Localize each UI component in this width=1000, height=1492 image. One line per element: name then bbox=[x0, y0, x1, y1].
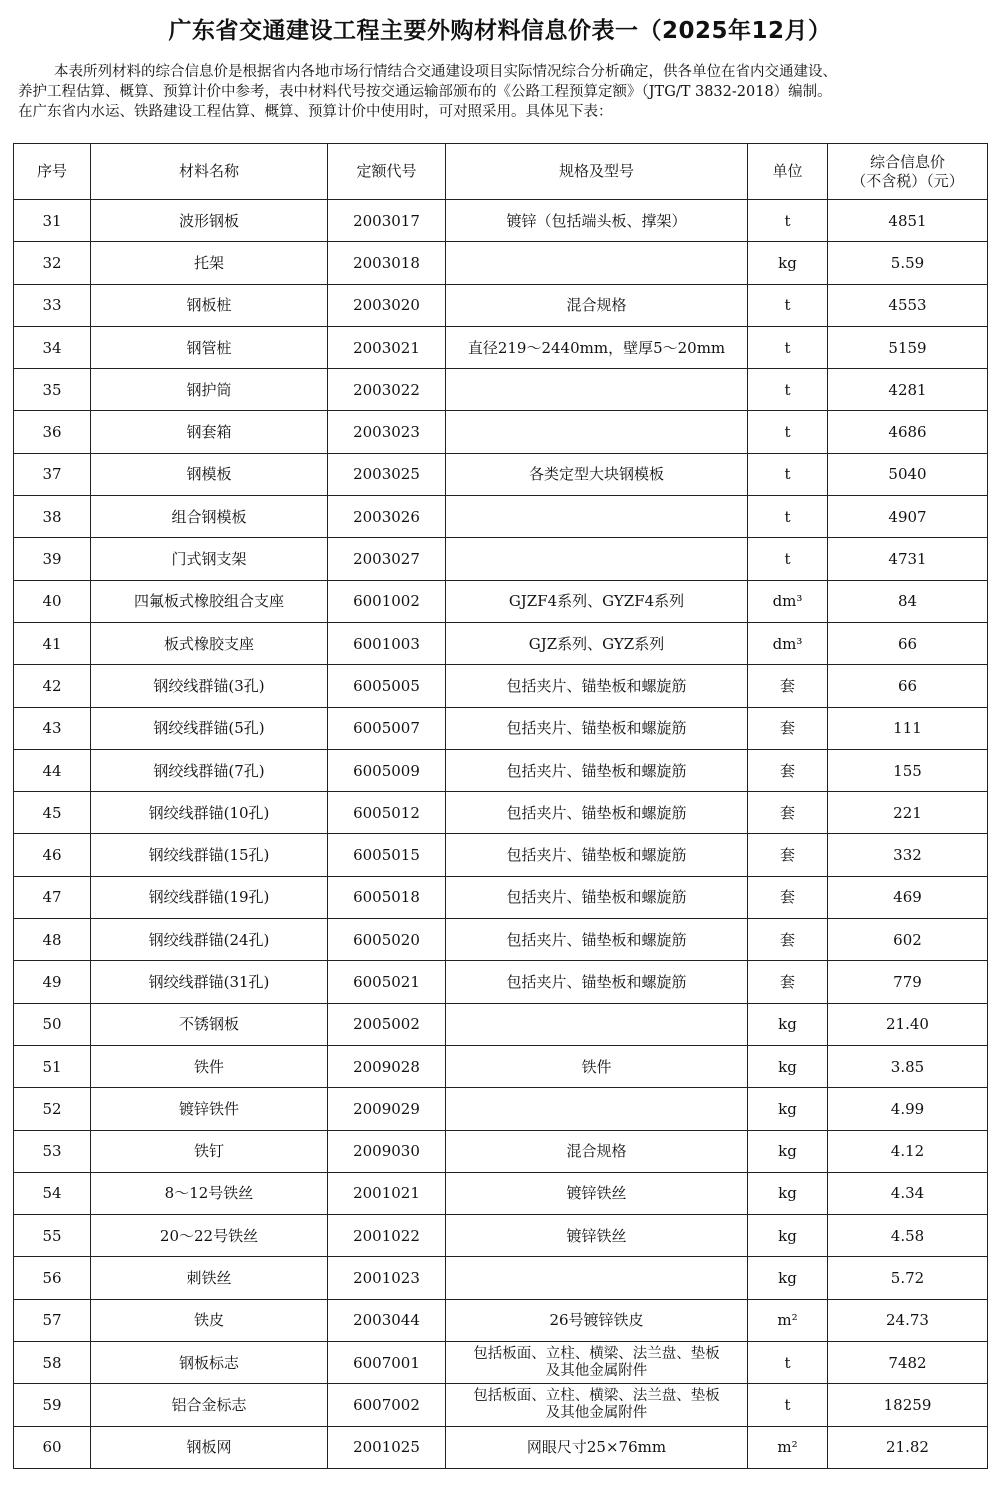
cell-name: 镀锌铁件 bbox=[91, 1088, 328, 1130]
cell-name: 钢模板 bbox=[91, 453, 328, 495]
table-body bbox=[14, 200, 988, 1469]
cell-spec bbox=[446, 496, 748, 538]
cell-unit: 套 bbox=[748, 919, 828, 961]
table-row bbox=[14, 200, 988, 242]
cell-name: 8～12号铁丝 bbox=[91, 1172, 328, 1214]
cell-spec: 镀锌（包括端头板、撑架） bbox=[446, 200, 748, 242]
cell-code: 2001023 bbox=[328, 1257, 446, 1299]
cell-spec: 网眼尺寸25×76mm bbox=[446, 1426, 748, 1468]
cell-spec bbox=[446, 1003, 748, 1045]
cell-no: 43 bbox=[14, 707, 91, 749]
cell-no: 47 bbox=[14, 876, 91, 918]
cell-unit: 套 bbox=[748, 665, 828, 707]
cell-price: 4.99 bbox=[828, 1088, 988, 1130]
table-header bbox=[14, 144, 988, 200]
cell-unit: t bbox=[748, 284, 828, 326]
cell-name: 铁钉 bbox=[91, 1130, 328, 1172]
cell-no: 56 bbox=[14, 1257, 91, 1299]
cell-code: 2001022 bbox=[328, 1215, 446, 1257]
cell-no: 40 bbox=[14, 580, 91, 622]
cell-code: 6005005 bbox=[328, 665, 446, 707]
cell-price: 4.12 bbox=[828, 1130, 988, 1172]
cell-spec-line-2: 及其他金属附件 bbox=[545, 1404, 648, 1421]
cell-price: 66 bbox=[828, 665, 988, 707]
cell-no: 32 bbox=[14, 242, 91, 284]
header-unit: 单位 bbox=[748, 144, 828, 200]
table-row bbox=[14, 538, 988, 580]
cell-price: 4851 bbox=[828, 200, 988, 242]
cell-spec bbox=[446, 369, 748, 411]
cell-code: 2003018 bbox=[328, 242, 446, 284]
cell-name: 钢管桩 bbox=[91, 326, 328, 368]
cell-spec: 包括夹片、锚垫板和螺旋筋 bbox=[446, 919, 748, 961]
cell-price: 332 bbox=[828, 834, 988, 876]
price-table bbox=[13, 143, 988, 1469]
cell-code: 2009030 bbox=[328, 1130, 446, 1172]
cell-no: 51 bbox=[14, 1045, 91, 1087]
cell-code: 6005012 bbox=[328, 792, 446, 834]
cell-no: 57 bbox=[14, 1299, 91, 1341]
cell-name: 钢绞线群锚(31孔) bbox=[91, 961, 328, 1003]
table-row bbox=[14, 496, 988, 538]
cell-no: 37 bbox=[14, 453, 91, 495]
header-row bbox=[14, 144, 988, 200]
table-row bbox=[14, 1342, 988, 1384]
cell-price: 4731 bbox=[828, 538, 988, 580]
cell-no: 48 bbox=[14, 919, 91, 961]
cell-spec bbox=[446, 1257, 748, 1299]
cell-price: 4907 bbox=[828, 496, 988, 538]
cell-name: 钢护筒 bbox=[91, 369, 328, 411]
cell-name: 铁皮 bbox=[91, 1299, 328, 1341]
cell-price: 66 bbox=[828, 622, 988, 664]
table-row bbox=[14, 242, 988, 284]
cell-spec: 包括夹片、锚垫板和螺旋筋 bbox=[446, 876, 748, 918]
cell-spec: GJZF4系列、GYZF4系列 bbox=[446, 580, 748, 622]
cell-unit: t bbox=[748, 538, 828, 580]
cell-code: 2009028 bbox=[328, 1045, 446, 1087]
cell-spec: 各类定型大块钢模板 bbox=[446, 453, 748, 495]
cell-code: 6007001 bbox=[328, 1342, 446, 1384]
cell-spec bbox=[446, 1384, 748, 1426]
cell-unit: kg bbox=[748, 1045, 828, 1087]
cell-name: 钢绞线群锚(15孔) bbox=[91, 834, 328, 876]
cell-name: 组合钢模板 bbox=[91, 496, 328, 538]
intro-line-3: 在广东省内水运、铁路建设工程估算、概算、预算计价中使用时，可对照采用。具体见下表： bbox=[18, 104, 613, 120]
cell-spec: 混合规格 bbox=[446, 284, 748, 326]
cell-unit: 套 bbox=[748, 876, 828, 918]
cell-price: 21.82 bbox=[828, 1426, 988, 1468]
cell-name: 刺铁丝 bbox=[91, 1257, 328, 1299]
cell-code: 6001002 bbox=[328, 580, 446, 622]
table-row bbox=[14, 1384, 988, 1426]
cell-spec: 镀锌铁丝 bbox=[446, 1215, 748, 1257]
cell-name: 波形钢板 bbox=[91, 200, 328, 242]
cell-code: 6007002 bbox=[328, 1384, 446, 1426]
cell-code: 2003044 bbox=[328, 1299, 446, 1341]
cell-price: 4.34 bbox=[828, 1172, 988, 1214]
cell-no: 35 bbox=[14, 369, 91, 411]
table-row bbox=[14, 665, 988, 707]
header-price bbox=[828, 144, 988, 200]
cell-price: 5.59 bbox=[828, 242, 988, 284]
table-row bbox=[14, 961, 988, 1003]
cell-code: 6005009 bbox=[328, 749, 446, 791]
cell-price: 3.85 bbox=[828, 1045, 988, 1087]
header-no: 序号 bbox=[14, 144, 91, 200]
cell-no: 45 bbox=[14, 792, 91, 834]
cell-unit: m² bbox=[748, 1299, 828, 1341]
cell-name: 钢板桩 bbox=[91, 284, 328, 326]
table-row bbox=[14, 453, 988, 495]
cell-spec: 包括夹片、锚垫板和螺旋筋 bbox=[446, 665, 748, 707]
cell-spec bbox=[446, 1088, 748, 1130]
cell-spec: 包括夹片、锚垫板和螺旋筋 bbox=[446, 707, 748, 749]
cell-unit: t bbox=[748, 453, 828, 495]
cell-no: 55 bbox=[14, 1215, 91, 1257]
cell-unit: kg bbox=[748, 1003, 828, 1045]
cell-name: 20～22号铁丝 bbox=[91, 1215, 328, 1257]
cell-code: 2003017 bbox=[328, 200, 446, 242]
table-row bbox=[14, 284, 988, 326]
cell-unit: dm³ bbox=[748, 622, 828, 664]
cell-unit: kg bbox=[748, 242, 828, 284]
intro-line-1: 本表所列材料的综合信息价是根据省内各地市场行情结合交通建设项目实际情况综合分析确定，供各单位在省内交通建设、 bbox=[54, 64, 837, 80]
table-row bbox=[14, 1130, 988, 1172]
cell-code: 2003025 bbox=[328, 453, 446, 495]
cell-code: 6005018 bbox=[328, 876, 446, 918]
cell-price: 4281 bbox=[828, 369, 988, 411]
cell-spec: GJZ系列、GYZ系列 bbox=[446, 622, 748, 664]
cell-no: 60 bbox=[14, 1426, 91, 1468]
header-name: 材料名称 bbox=[91, 144, 328, 200]
cell-price: 84 bbox=[828, 580, 988, 622]
cell-name: 钢套箱 bbox=[91, 411, 328, 453]
cell-no: 58 bbox=[14, 1342, 91, 1384]
cell-code: 2003023 bbox=[328, 411, 446, 453]
cell-unit: 套 bbox=[748, 961, 828, 1003]
cell-spec bbox=[446, 1342, 748, 1384]
cell-spec: 包括夹片、锚垫板和螺旋筋 bbox=[446, 749, 748, 791]
cell-spec bbox=[446, 538, 748, 580]
cell-name: 钢绞线群锚(10孔) bbox=[91, 792, 328, 834]
cell-no: 33 bbox=[14, 284, 91, 326]
cell-no: 36 bbox=[14, 411, 91, 453]
cell-name: 不锈钢板 bbox=[91, 1003, 328, 1045]
table-row bbox=[14, 1172, 988, 1214]
cell-unit: t bbox=[748, 326, 828, 368]
cell-unit: t bbox=[748, 496, 828, 538]
intro-line-2: 养护工程估算、概算、预算计价中参考，表中材料代号按交通运输部颁布的《公路工程预算定额》（JTG/T 3832-2018）编制。 bbox=[18, 84, 832, 100]
cell-code: 6005020 bbox=[328, 919, 446, 961]
cell-price: 4553 bbox=[828, 284, 988, 326]
cell-price: 18259 bbox=[828, 1384, 988, 1426]
cell-name: 门式钢支架 bbox=[91, 538, 328, 580]
cell-price: 4.58 bbox=[828, 1215, 988, 1257]
cell-no: 44 bbox=[14, 749, 91, 791]
cell-unit: t bbox=[748, 411, 828, 453]
cell-price: 5.72 bbox=[828, 1257, 988, 1299]
cell-no: 41 bbox=[14, 622, 91, 664]
cell-price: 111 bbox=[828, 707, 988, 749]
cell-price: 221 bbox=[828, 792, 988, 834]
cell-name: 钢绞线群锚(3孔) bbox=[91, 665, 328, 707]
table-row bbox=[14, 369, 988, 411]
cell-spec: 26号镀锌铁皮 bbox=[446, 1299, 748, 1341]
cell-name: 钢板标志 bbox=[91, 1342, 328, 1384]
table-row bbox=[14, 1299, 988, 1341]
cell-no: 49 bbox=[14, 961, 91, 1003]
cell-name: 板式橡胶支座 bbox=[91, 622, 328, 664]
table-row bbox=[14, 834, 988, 876]
cell-code: 2009029 bbox=[328, 1088, 446, 1130]
cell-unit: kg bbox=[748, 1088, 828, 1130]
cell-code: 2003027 bbox=[328, 538, 446, 580]
cell-code: 2003020 bbox=[328, 284, 446, 326]
header-code: 定额代号 bbox=[328, 144, 446, 200]
cell-name: 托架 bbox=[91, 242, 328, 284]
cell-unit: 套 bbox=[748, 707, 828, 749]
cell-no: 46 bbox=[14, 834, 91, 876]
cell-no: 52 bbox=[14, 1088, 91, 1130]
cell-no: 50 bbox=[14, 1003, 91, 1045]
cell-no: 53 bbox=[14, 1130, 91, 1172]
cell-code: 2003026 bbox=[328, 496, 446, 538]
cell-no: 54 bbox=[14, 1172, 91, 1214]
table-row bbox=[14, 580, 988, 622]
cell-code: 2003021 bbox=[328, 326, 446, 368]
cell-unit: t bbox=[748, 1384, 828, 1426]
cell-spec-line-1: 包括板面、立柱、横梁、法兰盘、垫板 bbox=[473, 1345, 720, 1362]
cell-name: 钢绞线群锚(24孔) bbox=[91, 919, 328, 961]
cell-price: 4686 bbox=[828, 411, 988, 453]
cell-price: 7482 bbox=[828, 1342, 988, 1384]
cell-code: 2001021 bbox=[328, 1172, 446, 1214]
table-row bbox=[14, 1088, 988, 1130]
cell-code: 6005021 bbox=[328, 961, 446, 1003]
cell-unit: 套 bbox=[748, 749, 828, 791]
cell-no: 39 bbox=[14, 538, 91, 580]
header-price-line-1: 综合信息价 bbox=[869, 152, 945, 171]
cell-name: 钢绞线群锚(7孔) bbox=[91, 749, 328, 791]
table-row bbox=[14, 792, 988, 834]
cell-code: 2001025 bbox=[328, 1426, 446, 1468]
cell-unit: t bbox=[748, 1342, 828, 1384]
table-row bbox=[14, 411, 988, 453]
cell-spec-line-1: 包括板面、立柱、横梁、法兰盘、垫板 bbox=[473, 1387, 720, 1404]
cell-unit: m² bbox=[748, 1426, 828, 1468]
table-row bbox=[14, 876, 988, 918]
cell-no: 34 bbox=[14, 326, 91, 368]
cell-unit: 套 bbox=[748, 792, 828, 834]
cell-price: 21.40 bbox=[828, 1003, 988, 1045]
cell-no: 38 bbox=[14, 496, 91, 538]
table-row bbox=[14, 326, 988, 368]
table-row bbox=[14, 1003, 988, 1045]
cell-spec bbox=[446, 411, 748, 453]
cell-price: 155 bbox=[828, 749, 988, 791]
cell-spec: 包括夹片、锚垫板和螺旋筋 bbox=[446, 961, 748, 1003]
cell-price: 5159 bbox=[828, 326, 988, 368]
cell-no: 42 bbox=[14, 665, 91, 707]
cell-price: 5040 bbox=[828, 453, 988, 495]
cell-spec: 包括夹片、锚垫板和螺旋筋 bbox=[446, 834, 748, 876]
cell-spec: 包括夹片、锚垫板和螺旋筋 bbox=[446, 792, 748, 834]
cell-spec: 镀锌铁丝 bbox=[446, 1172, 748, 1214]
cell-spec: 直径219～2440mm，壁厚5～20mm bbox=[446, 326, 748, 368]
table-row bbox=[14, 1426, 988, 1468]
cell-no: 31 bbox=[14, 200, 91, 242]
cell-price: 602 bbox=[828, 919, 988, 961]
cell-code: 2003022 bbox=[328, 369, 446, 411]
cell-name: 四氟板式橡胶组合支座 bbox=[91, 580, 328, 622]
cell-unit: kg bbox=[748, 1130, 828, 1172]
cell-code: 2005002 bbox=[328, 1003, 446, 1045]
cell-code: 6001003 bbox=[328, 622, 446, 664]
table-row bbox=[14, 622, 988, 664]
cell-unit: kg bbox=[748, 1172, 828, 1214]
cell-unit: t bbox=[748, 200, 828, 242]
cell-unit: 套 bbox=[748, 834, 828, 876]
cell-unit: kg bbox=[748, 1215, 828, 1257]
cell-price: 779 bbox=[828, 961, 988, 1003]
table-row bbox=[14, 1215, 988, 1257]
cell-unit: t bbox=[748, 369, 828, 411]
header-price-line-2: （不含税）（元） bbox=[851, 171, 964, 190]
cell-spec-line-2: 及其他金属附件 bbox=[545, 1362, 648, 1379]
table-row bbox=[14, 1045, 988, 1087]
cell-name: 钢板网 bbox=[91, 1426, 328, 1468]
cell-spec: 铁件 bbox=[446, 1045, 748, 1087]
table-row bbox=[14, 749, 988, 791]
cell-code: 6005015 bbox=[328, 834, 446, 876]
cell-code: 6005007 bbox=[328, 707, 446, 749]
cell-unit: kg bbox=[748, 1257, 828, 1299]
cell-price: 469 bbox=[828, 876, 988, 918]
table-row bbox=[14, 1257, 988, 1299]
cell-name: 铝合金标志 bbox=[91, 1384, 328, 1426]
cell-price: 24.73 bbox=[828, 1299, 988, 1341]
table-row bbox=[14, 919, 988, 961]
header-spec: 规格及型号 bbox=[446, 144, 748, 200]
table-row bbox=[14, 707, 988, 749]
cell-no: 59 bbox=[14, 1384, 91, 1426]
cell-name: 钢绞线群锚(19孔) bbox=[91, 876, 328, 918]
cell-spec bbox=[446, 242, 748, 284]
cell-name: 铁件 bbox=[91, 1045, 328, 1087]
page-title: 广东省交通建设工程主要外购材料信息价表一（2025年12月） bbox=[168, 18, 832, 44]
cell-name: 钢绞线群锚(5孔) bbox=[91, 707, 328, 749]
intro-paragraph bbox=[18, 62, 984, 122]
cell-unit: dm³ bbox=[748, 580, 828, 622]
cell-spec: 混合规格 bbox=[446, 1130, 748, 1172]
